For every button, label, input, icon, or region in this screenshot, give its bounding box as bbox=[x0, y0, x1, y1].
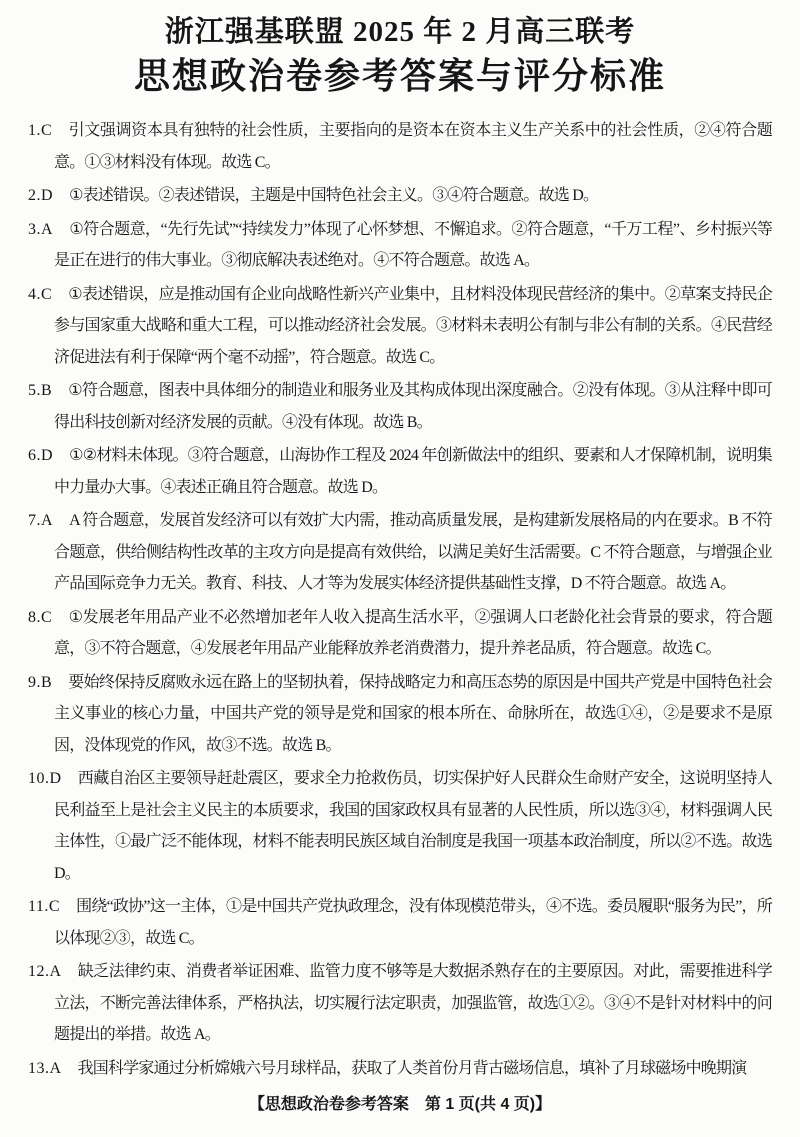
answer-explanation-8: ①发展老年用品产业不必然增加老年人收入提高生活水平，②强调人口老龄化社会背景的要求，符合题意，③不符合题意，④发展老年用品产业能释放养老消费潜力，提升养老品质，符合题意。故选 C。 bbox=[54, 608, 772, 657]
answer-item-13 bbox=[28, 1053, 772, 1085]
answer-item-3 bbox=[28, 214, 772, 277]
answer-explanation-7: A 符合题意，发展首发经济可以有效扩大内需，推动高质量发展，是构建新发展格局的内在要求。B 不符合题意，供给侧结构性改革的主攻方向是提高有效供给，以满足美好生活需要。C 不符合题意，与增强企业产品国际竞争力无关。教育、科技、人才等为发展实体经济提供基础性支撑，D 不符合题意。故选 A。 bbox=[54, 512, 772, 592]
answer-label-10: 10.D bbox=[28, 770, 62, 787]
answer-item-6 bbox=[28, 440, 772, 503]
answer-label-13: 13.A bbox=[28, 1059, 62, 1077]
answers-list bbox=[28, 115, 772, 1084]
exam-title: 浙江强基联盟 2025 年 2 月高三联考 bbox=[164, 16, 636, 48]
answer-explanation-4: ①表述错误，应是推动国有企业向战略性新兴产业集中，且材料没体现民营经济的集中。②草案支持民企参与国家重大战略和重大工程，可以推动经济社会发展。③材料未表明公有制与非公有制的关系。④民营经济促进法有利于保障“两个毫不动摇”，符合题意。故选 C。 bbox=[54, 285, 772, 366]
answer-item-9 bbox=[28, 667, 772, 762]
answer-item-5 bbox=[28, 375, 772, 438]
answer-explanation-9: 要始终保持反腐败永远在路上的坚韧执着，保持战略定力和高压态势的原因是中国共产党是中国特色社会主义事业的核心力量，中国共产党的领导是党和国家的根本所在、命脉所在，故选①④，②是要求不是原因，没体现党的作风，故③不选。故选 B。 bbox=[54, 673, 772, 754]
answer-label-9: 9.B bbox=[28, 673, 53, 691]
answer-item-8 bbox=[28, 602, 772, 665]
answer-explanation-2: ①表述错误。②表述错误，主题是中国特色社会主义。③④符合题意。故选 D。 bbox=[69, 187, 599, 204]
answer-item-4 bbox=[28, 279, 772, 374]
answer-label-11: 11.C bbox=[28, 898, 61, 915]
document-header bbox=[28, 13, 772, 101]
answer-item-12 bbox=[28, 956, 772, 1051]
answer-label-3: 3.A bbox=[28, 220, 54, 238]
answer-label-12: 12.A bbox=[28, 963, 62, 980]
answer-label-6: 6.D bbox=[28, 447, 54, 464]
answer-explanation-5: ①符合题意，图表中具体细分的制造业和服务业及其构成体现出深度融合。②没有体现。③从注释中即可得出科技创新对经济发展的贡献。④没有体现。故选 B。 bbox=[54, 382, 772, 431]
answer-item-7 bbox=[28, 505, 772, 600]
answer-item-11 bbox=[28, 891, 772, 954]
answer-explanation-3: ①符合题意，“先行先试”“持续发力”体现了心怀梦想、不懈追求。②符合题意，“千万工程”、乡村振兴等是正在进行的伟大事业。③彻底解决表述绝对。④不符合题意。故选 A。 bbox=[54, 220, 772, 269]
answer-explanation-10: 西藏自治区主要领导赶赴震区，要求全力抢救伤员，切实保护好人民群众生命财产安全，这说明坚持人民利益至上是社会主义民主的本质要求，我国的国家政权具有显著的人民性质，所以选③④，材料强调人民主体性，①最广泛不能体现，材料不能表明民族区域自治制度是我国一项基本政治制度，所以②不选。故选 D。 bbox=[54, 770, 772, 882]
page-footer: 【思想政治卷参考答案 第 1 页(共 4 页)】 bbox=[248, 1096, 552, 1113]
answer-explanation-12: 缺乏法律约束、消费者举证困难、监管力度不够等是大数据杀熟存在的主要原因。对此，需要推进科学立法，不断完善法律体系，严格执法，切实履行法定职责，加强监管，故选①②。③④不是针对材料中的问题提出的举措。故选 A。 bbox=[54, 963, 772, 1043]
answer-label-2: 2.D bbox=[28, 187, 54, 204]
answer-explanation-13: 我国科学家通过分析嫦娥六号月球样品，获取了人类首份月背古磁场信息，填补了月球磁场中晚期演 bbox=[77, 1059, 747, 1077]
answer-explanation-11: 围绕“政协”这一主体，①是中国共产党执政理念，没有体现模范带头，④不选。委员履职“服务为民”，所以体现②③，故选 C。 bbox=[54, 898, 772, 947]
answer-label-1: 1.C bbox=[28, 122, 53, 139]
answer-item-1 bbox=[28, 115, 772, 178]
answer-label-8: 8.C bbox=[28, 608, 53, 626]
answer-item-10 bbox=[28, 763, 772, 889]
answer-item-2 bbox=[28, 180, 772, 212]
document-title: 思想政治卷参考答案与评分标准 bbox=[133, 56, 666, 96]
answer-label-5: 5.B bbox=[28, 382, 53, 399]
answer-label-4: 4.C bbox=[28, 285, 53, 303]
answer-explanation-1: 引文强调资本具有独特的社会性质，主要指向的是资本在资本主义生产关系中的社会性质，②④符合题意。①③材料没有体现。故选 C。 bbox=[54, 122, 772, 171]
answer-explanation-6: ①②材料未体现。③符合题意，山海协作工程及 2024 年创新做法中的组织、要素和人才保障机制，说明集中力量办大事。④表述正确且符合题意。故选 D。 bbox=[54, 447, 772, 496]
answer-label-7: 7.A bbox=[28, 512, 54, 529]
